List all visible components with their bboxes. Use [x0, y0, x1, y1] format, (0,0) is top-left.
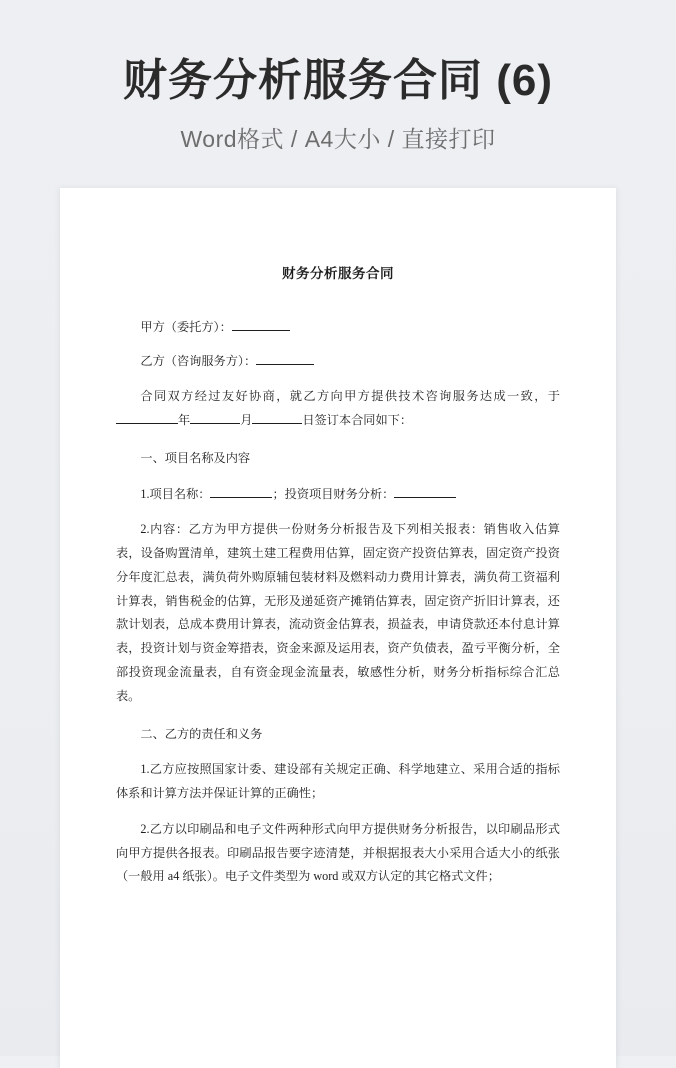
- year-blank: [116, 411, 178, 424]
- paragraph-item-1-1: [116, 483, 560, 507]
- document-title: 财务分析服务合同: [282, 265, 394, 281]
- project-name-label: 1.项目名称：: [140, 486, 211, 501]
- paragraph-party-a: [116, 316, 560, 340]
- project-analysis-blank: [394, 485, 456, 498]
- party-b-label: 乙方（咨询服务方）：: [140, 354, 257, 369]
- month-label: 月: [240, 412, 253, 427]
- section-heading-1: 一、项目名称及内容: [140, 450, 251, 465]
- preamble-text: 合同双方经过友好协商，就乙方向甲方提供技术咨询服务达成一致，于: [140, 389, 560, 404]
- page-header: [0, 0, 676, 154]
- section-heading-2: 二、乙方的责任和义务: [140, 726, 263, 741]
- paragraph-item-1-2: 2.内容：乙方为甲方提供一份财务分析报告及下列相关报表：销售收入估算表，设备购置清单，建筑土建工程费用估算，固定资产投资估算表，固定资产投资分年度汇总表，满负荷外购原辅包装材料及燃料动力费用计算表，满负荷工资福利计算表，销售税金的估算，无形及递延资产摊销估算表，固定资产折旧计算表，还款计划表，总成本费用计算表，流动资金估算表，损益表，申请贷款还本付息计算表，投资计划与资金筹措表，资金来源及运用表，资产负债表，盈亏平衡分析，全部投资现金流量表，自有资金现金流量表，敏感性分析，财务分析指标综合汇总表。: [116, 522, 560, 703]
- paragraph-preamble: [116, 385, 560, 433]
- party-a-label: 甲方（委托方）：: [140, 319, 232, 334]
- year-label: 年: [178, 412, 191, 427]
- document-preview: [60, 188, 616, 1068]
- project-analysis-label: ；投资项目财务分析：: [272, 486, 395, 501]
- paragraph-item-2-2: 2.乙方以印刷品和电子文件两种形式向甲方提供财务分析报告，以印刷品形式向甲方提供各报表。印刷品报告要字迹清楚，并根据报表大小采用合适大小的纸张（一般用 a4 纸张）。电子文件类型为 word 或双方认定的其它格式文件；: [116, 821, 560, 884]
- party-b-blank: [256, 353, 314, 366]
- page-subtitle: Word格式 / A4大小 / 直接打印: [180, 125, 496, 152]
- project-name-blank: [210, 485, 272, 498]
- paragraph-item-2-1: 1.乙方应按照国家计委、建设部有关规定正确、科学地建立、采用合适的指标体系和计算方法并保证计算的正确性；: [116, 762, 560, 801]
- page-title: 财务分析服务合同 (6): [123, 56, 553, 105]
- paragraph-party-b: [116, 350, 560, 374]
- day-blank: [252, 411, 302, 424]
- party-a-blank: [232, 318, 290, 331]
- month-blank: [190, 411, 240, 424]
- signing-tail: 日签订本合同如下：: [302, 412, 413, 427]
